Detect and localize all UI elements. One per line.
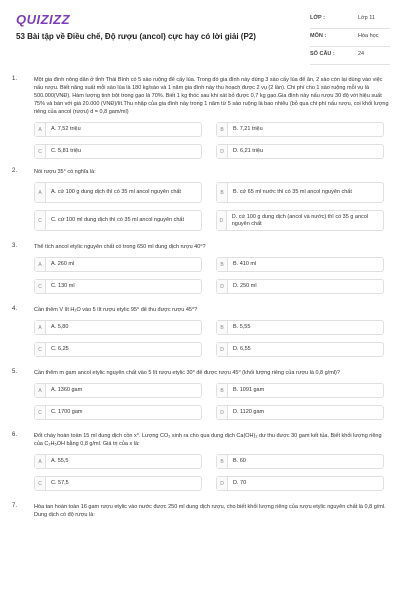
option-letter: C	[35, 343, 46, 356]
option-letter: D	[217, 280, 228, 293]
answer-option-d[interactable]	[216, 279, 384, 294]
question-number: 4.	[12, 306, 18, 312]
answer-option-c[interactable]	[34, 405, 202, 420]
answer-option-c[interactable]	[34, 476, 202, 491]
question-number: 1.	[12, 76, 18, 82]
option-letter: A	[35, 183, 46, 202]
option-letter: B	[217, 183, 228, 202]
answer-option-d[interactable]	[216, 405, 384, 420]
question-number: 7.	[12, 503, 18, 509]
meta-value: 24	[358, 51, 365, 57]
option-letter: B	[217, 123, 228, 136]
answer-options	[34, 383, 390, 420]
meta-label: LỚP :	[310, 15, 325, 21]
worksheet-meta	[310, 13, 390, 67]
meta-row-class	[310, 13, 390, 29]
question-number: 5.	[12, 369, 18, 375]
meta-row-subject	[310, 31, 390, 47]
option-text: A. 7,52 triệu	[51, 126, 81, 132]
option-text: C. 6,25	[51, 346, 69, 352]
option-text: C. 130 ml	[51, 283, 75, 289]
option-text: C. 57,5	[51, 480, 69, 486]
option-text: C. 1700 gam	[51, 409, 83, 415]
option-letter: B	[217, 321, 228, 334]
option-letter: C	[35, 145, 46, 158]
option-text: D. 70	[233, 480, 247, 486]
question-text: Một gia đình nông dân ở tỉnh Thái Bình có 5 sào ruộng để cấy lúa. Trong đó gia đình này dùng 3 sào cấy lúa để ăn, 2 sào còn lại dùng vào việc nấu rượu. Biết năng suất mỗi sào lúa là 180 kg/sào và 1 năm gia đình này thu hoạch được 2 vụ (2 lần). Chi phí cho 1 sào ruộng mỗi vụ là 500.000(VNĐ). Hàm lượng tinh bột trong gạo là 70%. Biết 1 kg thóc sau khi xát bỏ được 0,7 kg gạo.Gia đình này nấu rượu 30 độ với hiệu suất 75% và bán với giá 20.000 (VNĐ)/lít.Thu nhập của gia đình này trong 1 năm từ 5 sào ruộng là bao nhiêu (bỏ qua chi phí nấu rượu, coi khối lượng riêng của ancol (rượu) d = 0,8 gam/ml)	[34, 77, 389, 115]
answer-options	[34, 257, 390, 294]
question-number: 3.	[12, 243, 18, 249]
option-letter: D	[217, 211, 227, 230]
question-list	[0, 76, 400, 529]
meta-label: MÔN :	[310, 33, 327, 39]
answer-option-a[interactable]	[34, 182, 202, 203]
option-text: A. 260 ml	[51, 261, 75, 267]
option-letter: A	[35, 321, 46, 334]
option-text: C. cứ 100 ml dung dịch thì có 35 ml ancol nguyên chất	[51, 217, 185, 223]
option-letter: A	[35, 455, 46, 468]
answer-option-a[interactable]	[34, 257, 202, 272]
answer-options	[34, 320, 390, 357]
question-number: 6.	[12, 432, 18, 438]
question-number: 2.	[12, 168, 18, 174]
question-text: Đốt cháy hoàn toàn 15 ml dung dịch cồn x⁰. Lượng CO₂ sinh ra cho qua dung dịch Ca(OH)₂ dư thu được 30 gam kết tủa. Biết khối lượng riêng của C₂H₅OH bằng 0,8 g/ml. Giá trị của x là:	[34, 433, 382, 447]
option-text: D. 1120 gam	[233, 409, 265, 415]
question-text: Cần thêm V lít H₂O vào 5 lít rượu etylic 95⁰ để thu được rượu 45⁰?	[34, 307, 198, 313]
answer-option-d[interactable]	[216, 144, 384, 159]
answer-option-c[interactable]	[34, 210, 202, 231]
option-letter: D	[217, 343, 228, 356]
meta-label: SỐ CÂU :	[310, 51, 335, 57]
question-text: Nói rượu 35° có nghĩa là:	[34, 169, 96, 175]
option-text: A. 55,5	[51, 458, 69, 464]
question-item	[12, 369, 390, 420]
answer-option-b[interactable]	[216, 122, 384, 137]
option-letter: D	[217, 477, 228, 490]
option-text: C. 5,81 triệu	[51, 148, 81, 154]
option-text: A. 1360 gam	[51, 387, 83, 393]
option-text: D. cứ 100 g dung dịch (ancol và nước) thì có 35 g ancol nguyên chất	[231, 213, 369, 227]
answer-option-a[interactable]	[34, 320, 202, 335]
option-letter: C	[35, 477, 46, 490]
option-letter: A	[35, 123, 46, 136]
answer-options	[34, 122, 390, 159]
option-letter: B	[217, 455, 228, 468]
question-item	[12, 168, 390, 231]
question-item	[12, 76, 390, 159]
question-text: Thể tích ancol etylic nguyên chất có trong 650 ml dung dịch rượu 40⁰?	[34, 244, 206, 250]
option-letter: B	[217, 258, 228, 271]
option-letter: A	[35, 258, 46, 271]
quizizz-logo: QUIZIZZ	[16, 12, 71, 27]
meta-value: Lớp 11	[358, 15, 375, 21]
option-text: B. cứ 65 ml nước thì có 35 ml ancol nguyên chất	[233, 189, 352, 195]
answer-option-d[interactable]	[216, 342, 384, 357]
option-text: B. 7,21 triệu	[233, 126, 263, 132]
answer-options	[34, 454, 390, 491]
answer-option-b[interactable]	[216, 182, 384, 203]
question-item	[12, 503, 390, 519]
option-text: B. 5,55	[233, 324, 251, 330]
question-text: Hòa tan hoàn toàn 16 gam rượu etylic vào nước được 250 ml dung dịch rượu, cho biết khối lượng riêng của rượu etylic nguyên chất là 0,8 g/ml. Dung dịch có độ rượu là:	[34, 504, 386, 518]
option-text: B. 1091 gam	[233, 387, 265, 393]
option-letter: C	[35, 280, 46, 293]
option-text: D. 6,21 triệu	[233, 148, 263, 154]
option-letter: C	[35, 406, 46, 419]
option-letter: D	[217, 406, 228, 419]
answer-option-c[interactable]	[34, 279, 202, 294]
option-text: A. 5,80	[51, 324, 69, 330]
answer-option-a[interactable]	[34, 122, 202, 137]
option-letter: B	[217, 384, 228, 397]
answer-option-d[interactable]	[216, 476, 384, 491]
worksheet-header	[0, 0, 400, 75]
option-text: B. 410 ml	[233, 261, 257, 267]
answer-option-a[interactable]	[34, 454, 202, 469]
question-item	[12, 432, 390, 491]
option-text: B. 60	[233, 458, 246, 464]
option-letter: A	[35, 384, 46, 397]
meta-value: Hóa học	[358, 33, 379, 39]
worksheet-title: 53 Bài tập về Điều chế, Độ rượu (ancol) cực hay có lời giải (P2)	[16, 32, 256, 41]
answer-option-b[interactable]	[216, 383, 384, 398]
option-letter: D	[217, 145, 228, 158]
option-text: A. cứ 100 g dung dịch thì có 35 ml ancol nguyên chất	[51, 189, 181, 195]
answer-option-b[interactable]	[216, 257, 384, 272]
option-letter: C	[35, 211, 46, 230]
question-item	[12, 243, 390, 294]
option-text: D. 6,55	[233, 346, 251, 352]
answer-option-c[interactable]	[34, 144, 202, 159]
meta-row-question-count	[310, 49, 390, 65]
answer-option-d[interactable]	[216, 210, 384, 231]
question-text: Cần thêm m gam ancol etylic nguyên chất vào 5 lít rượu etylic 30⁰ để được rượu 45⁰ (khối lượng riêng của rượu là 0,8 g/ml)?	[34, 370, 340, 376]
answer-option-a[interactable]	[34, 383, 202, 398]
answer-options	[34, 182, 390, 231]
question-item	[12, 306, 390, 357]
answer-option-b[interactable]	[216, 320, 384, 335]
option-text: D. 250 ml	[233, 283, 257, 289]
answer-option-b[interactable]	[216, 454, 384, 469]
answer-option-c[interactable]	[34, 342, 202, 357]
